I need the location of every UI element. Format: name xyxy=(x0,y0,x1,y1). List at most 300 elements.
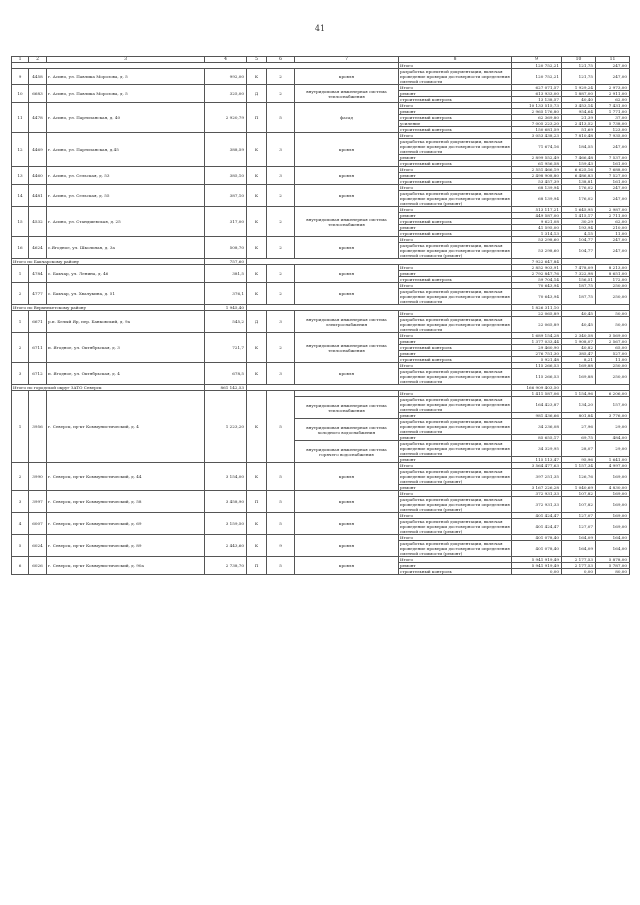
work-type: кровля xyxy=(295,133,399,167)
house-id: 4777 xyxy=(29,283,47,305)
cost-value: 613 933,00 xyxy=(512,91,562,97)
cost-value: 7 005 223,20 xyxy=(512,121,562,127)
work-type: фасад xyxy=(295,103,399,133)
work-description: ремонт xyxy=(399,271,512,277)
max-cost-value: 250,00 xyxy=(596,369,630,385)
cost-value: 10 133 515,73 xyxy=(512,103,562,109)
work-description: разработка проектной документации, включая проведение проверки достоверности определения сметной стоимости (ремонт) xyxy=(400,243,510,258)
max-cost-value: 80,00 xyxy=(596,569,630,575)
material-code: К xyxy=(247,237,267,259)
max-cost-value: 5 738,00 xyxy=(596,121,630,127)
cost-value: 372 931,33 xyxy=(512,491,562,497)
unit-cost-value: 69,75 xyxy=(562,435,596,441)
unit-cost-value: 30,29 xyxy=(562,219,596,225)
max-cost-value: 169,00 xyxy=(596,469,630,485)
unit-cost-value: 1 887,00 xyxy=(562,91,596,97)
row-number: 2 xyxy=(12,283,29,305)
work-description: Итого xyxy=(399,237,512,243)
house-area: 1 223,20 xyxy=(205,391,247,463)
house-area: 376,1 xyxy=(205,283,247,305)
cost-value: 2 852 903,91 xyxy=(512,265,562,271)
floors-count: 3 xyxy=(267,363,295,385)
unit-cost-value: 0,00 xyxy=(562,569,596,575)
cost-value: 22 065,89 xyxy=(512,317,562,333)
house-address: г. Асино, ул. Павлика Морозова, д. 5 xyxy=(47,85,205,103)
work-description: разработка проектной документации, включая проведение проверки достоверности определения сметной стоимости (ремонт) xyxy=(400,191,510,206)
unit-cost-value: 176,02 xyxy=(562,185,596,191)
unit-cost-value: 40,45 xyxy=(562,317,596,333)
district-total-area: 1 945,40 xyxy=(205,305,247,311)
max-cost-value: 2 711,00 xyxy=(596,213,630,219)
cost-value: 13 138,57 xyxy=(512,97,562,103)
max-cost-value: 11,00 xyxy=(596,357,630,363)
material-code: П xyxy=(247,103,267,133)
unit-cost-value: 40,40 xyxy=(562,97,596,103)
capital-repair-table xyxy=(11,56,630,575)
row-number: 3 xyxy=(12,363,29,385)
max-cost-value: 2 987,00 xyxy=(596,207,630,213)
house-area: 3 458,90 xyxy=(205,491,247,513)
max-cost-value: 247,00 xyxy=(596,69,630,85)
cost-value: 41 595,00 xyxy=(512,225,562,231)
material-code: К xyxy=(247,265,267,283)
cost-value: 981 436,66 xyxy=(512,413,562,419)
house-id: 6024 xyxy=(29,535,47,557)
material-code: К xyxy=(247,283,267,305)
house-address: с.Ягодное, ул. Школьная, д. 3а xyxy=(47,237,205,259)
work-description: строительный контроль xyxy=(399,277,512,283)
house-work-row xyxy=(12,535,630,541)
row-number: 2 xyxy=(12,463,29,491)
house-area: 2 738,70 xyxy=(205,557,247,575)
house-address: г. Северск, пр-кт Коммунистический, д. 44 xyxy=(47,463,205,491)
material-code: К xyxy=(247,333,267,363)
column-number: 10 xyxy=(562,57,596,63)
house-address: г. Северск, пр-кт Коммунистический, д. 90а xyxy=(47,557,205,575)
unit-cost-value: 156,51 xyxy=(562,277,596,283)
house-address: г. Асино, ул. Партизанская, д.45 xyxy=(47,133,205,167)
district-total-label: Итого по городской округ ЗАТО Северск xyxy=(12,385,205,391)
cost-value: 5 921,48 xyxy=(512,357,562,363)
max-cost-value: 50,00 xyxy=(596,317,630,333)
house-address: г. Северск, пр-кт Коммунистический, д. 89 xyxy=(47,535,205,557)
work-description: строительный контроль xyxy=(399,569,512,575)
work-type: кровля xyxy=(295,237,399,259)
work-description: Итого xyxy=(399,103,512,109)
max-cost-value: 29,00 xyxy=(596,419,630,435)
house-address: р.п. Белый Яр, пер. Банковский, д. 9а xyxy=(47,311,205,333)
unit-cost-value: 193,94 xyxy=(562,225,596,231)
work-type: внутридомовая инженерная система теплоснабжения xyxy=(295,397,399,419)
column-number: 1 xyxy=(12,57,29,63)
house-id: 6711 xyxy=(29,333,47,363)
work-description: Итого xyxy=(399,207,512,213)
cost-value: 3 167 226,28 xyxy=(512,485,562,491)
house-work-row xyxy=(12,513,630,519)
floors-count: 2 xyxy=(267,237,295,259)
max-cost-value: 169,00 xyxy=(596,497,630,513)
cost-value: 5 941 919,49 xyxy=(512,557,562,563)
unit-cost-value: 159,43 xyxy=(562,161,596,167)
max-cost-value: 1 641,00 xyxy=(596,457,630,463)
house-area: 3 159,50 xyxy=(205,513,247,535)
max-cost-value: 8 213,00 xyxy=(596,265,630,271)
max-cost-value: 5 878,00 xyxy=(596,557,630,563)
material-code: Д xyxy=(247,85,267,103)
column-number: 9 xyxy=(512,57,562,63)
unit-cost-value: 1 154,96 xyxy=(562,391,596,397)
work-type: внутридомовая инженерная система теплоснабжения xyxy=(295,207,399,237)
work-description: ремонт xyxy=(399,457,512,463)
max-cost-value: 5 787,00 xyxy=(596,563,630,569)
unit-cost-value: 27,96 xyxy=(562,419,596,435)
unit-cost-value: 7 322,98 xyxy=(562,271,596,277)
work-description: Итого xyxy=(399,63,512,69)
max-cost-value: 1 771,00 xyxy=(596,109,630,115)
unit-cost-value: 169,88 xyxy=(562,369,596,385)
cost-value: 9 621,08 xyxy=(512,219,562,225)
work-description: разработка проектной документации, включая проведение проверки достоверности определения сметной стоимости (ремонт) xyxy=(400,541,510,556)
work-description: разработка проектной документации, включая проведение проверки достоверности определения сметной стоимости (ремонт) xyxy=(400,519,510,534)
house-id: 3997 xyxy=(29,491,47,513)
cost-value: 1 689 154,28 xyxy=(512,333,562,339)
work-description: ремонт xyxy=(399,413,512,419)
house-work-row xyxy=(12,333,630,339)
house-id: 4784 xyxy=(29,265,47,283)
max-cost-value: 123,00 xyxy=(596,127,630,133)
house-work-row xyxy=(12,167,630,173)
work-description: ремонт xyxy=(399,213,512,219)
work-description: Итого xyxy=(399,491,512,497)
max-cost-value: 161,00 xyxy=(596,161,630,167)
unit-cost-value: 1 645,95 xyxy=(562,207,596,213)
work-type: кровля xyxy=(295,491,399,513)
material-code: К xyxy=(247,133,267,167)
unit-cost-value: 176,02 xyxy=(562,191,596,207)
max-cost-value: 527,00 xyxy=(596,351,630,357)
work-description: Итого xyxy=(399,311,512,317)
work-description: Итого xyxy=(399,265,512,271)
cost-value: 1 314,13 xyxy=(512,231,562,237)
house-id: 6007 xyxy=(29,513,47,535)
unit-cost-value: 2 340,58 xyxy=(562,333,596,339)
work-description: разработка проектной документации, включая проведение проверки достоверности определения сметной стоимости xyxy=(400,369,510,384)
house-address: г. Асино, ул. Партизанская, д. 40 xyxy=(47,103,205,133)
work-type: внутридомовая инженерная система теплоснабжения xyxy=(295,333,399,363)
cost-value: 34 329,95 xyxy=(512,441,562,457)
max-cost-value: 2 567,00 xyxy=(596,339,630,345)
unit-cost-value: 40,45 xyxy=(562,311,596,317)
work-description: ремонт xyxy=(399,339,512,345)
unit-cost-value: 164,09 xyxy=(562,535,596,541)
district-total-cost: 7 922 647,84 xyxy=(512,259,562,265)
cost-value: 627 071,57 xyxy=(512,85,562,91)
max-cost-value: 247,00 xyxy=(596,63,630,69)
cost-value: 115 113,47 xyxy=(512,457,562,463)
unit-cost-value: 104,77 xyxy=(562,237,596,243)
house-id: 4469 xyxy=(29,133,47,167)
work-type: кровля xyxy=(295,69,399,85)
material-code: Д xyxy=(247,311,267,333)
column-number: 6 xyxy=(267,57,295,63)
cost-value: 401 078,40 xyxy=(512,535,562,541)
max-cost-value: 3 776,00 xyxy=(596,413,630,419)
unit-cost-value: 2 413,52 xyxy=(562,121,596,127)
unit-cost-value: 51,69 xyxy=(562,127,596,133)
work-description: Итого xyxy=(399,333,512,339)
work-description: разработка проектной документации, включая проведение проверки достоверности определения сметной стоимости xyxy=(400,69,510,84)
work-type: кровля xyxy=(295,557,399,575)
cost-value: 164 423,87 xyxy=(512,397,562,413)
column-number: 7 xyxy=(295,57,399,63)
house-id: 4481 xyxy=(29,185,47,207)
work-description: строительный контроль xyxy=(399,219,512,225)
work-description: строительный контроль xyxy=(399,179,512,185)
cost-value: 2 551 466,19 xyxy=(512,167,562,173)
max-cost-value: 8 651,00 xyxy=(596,271,630,277)
row-number: 3 xyxy=(12,491,29,513)
house-address: г. Северск, пр-кт Коммунистический, д. 58 xyxy=(47,491,205,513)
work-description: ремонт xyxy=(399,435,512,441)
max-cost-value: 247,00 xyxy=(596,237,630,243)
house-work-row xyxy=(12,463,630,469)
work-description: ремонт xyxy=(399,225,512,231)
house-area: 387,10 xyxy=(205,185,247,207)
cost-value: 53 457,39 xyxy=(512,179,562,185)
work-description: строительный контроль xyxy=(399,345,512,351)
unit-cost-value: 164,09 xyxy=(562,541,596,557)
floors-count: 3 xyxy=(267,167,295,185)
house-address: г. Асино, ул. Сельская, д. 53 xyxy=(47,167,205,185)
row-number: 4 xyxy=(12,513,29,535)
house-address: с. Бакчар, ул. Ленина, д. 46 xyxy=(47,265,205,283)
district-total-label: Итого по Бакчарскому району xyxy=(12,259,205,265)
cost-value: 85 655,17 xyxy=(512,435,562,441)
cost-value: 2 899 552,49 xyxy=(512,155,562,161)
cost-value: 150 681,59 xyxy=(512,127,562,133)
capital-repair-table-sheet xyxy=(11,56,629,575)
cost-value: 449 587,00 xyxy=(512,213,562,219)
material-code: К xyxy=(247,391,267,463)
row-number: 5 xyxy=(12,535,29,557)
floors-count: 2 xyxy=(267,333,295,363)
row-number: 2 xyxy=(12,333,29,363)
row-number: 12 xyxy=(12,133,29,167)
work-description: Итого xyxy=(399,167,512,173)
house-address: г. Асино, ул. Павлика Морозова, д. 5 xyxy=(47,69,205,85)
unit-cost-value: 21,39 xyxy=(562,115,596,121)
max-cost-value: 247,00 xyxy=(596,191,630,207)
work-description: строительный контроль xyxy=(399,357,512,363)
max-cost-value: 247,00 xyxy=(596,243,630,259)
unit-cost-value: 169,88 xyxy=(562,363,596,369)
max-cost-value: 6 206,00 xyxy=(596,391,630,397)
district-total-label: Итого по Верхнекетскому району xyxy=(12,305,205,311)
house-area: 721,7 xyxy=(205,333,247,363)
work-description: ремонт xyxy=(399,109,512,115)
unit-cost-value: 4,15 xyxy=(562,231,596,237)
work-description: ремонт xyxy=(399,155,512,161)
floors-count: 5 xyxy=(267,103,295,133)
floors-count: 3 xyxy=(267,311,295,333)
max-cost-value: 250,00 xyxy=(596,289,630,305)
house-id: 3956 xyxy=(29,391,47,463)
unit-cost-value: 954,64 xyxy=(562,109,596,115)
house-id: 4624 xyxy=(29,237,47,259)
work-description: разработка проектной документации, включая проведение проверки достоверности определения сметной стоимости xyxy=(400,289,510,304)
max-cost-value: 4 997,00 xyxy=(596,463,630,469)
district-total-cost: 166 909 403,50 xyxy=(512,385,562,391)
house-work-row xyxy=(12,103,630,109)
unit-cost-value: 127,07 xyxy=(562,513,596,519)
cost-value: 0,00 xyxy=(512,569,562,575)
row-number: 11 xyxy=(12,103,29,133)
work-type: кровля xyxy=(295,185,399,207)
material-code: П xyxy=(247,557,267,575)
floors-count: 2 xyxy=(267,185,295,207)
house-area: 545,2 xyxy=(205,311,247,333)
house-work-row xyxy=(12,265,630,271)
max-cost-value: 172,00 xyxy=(596,277,630,283)
unit-cost-value: 40,82 xyxy=(562,345,596,351)
floors-count: 5 xyxy=(267,391,295,463)
house-area: 678,5 xyxy=(205,363,247,385)
unit-cost-value: 2 177,53 xyxy=(562,563,596,569)
max-cost-value: 157,00 xyxy=(596,397,630,413)
cost-value: 1 411 587,06 xyxy=(512,391,562,397)
cost-value: 2 965 176,80 xyxy=(512,109,562,115)
floors-count: 2 xyxy=(267,283,295,305)
max-cost-value: 11,00 xyxy=(596,231,630,237)
work-description: Итого xyxy=(399,283,512,289)
material-code: П xyxy=(247,491,267,513)
unit-cost-value: 7 810,48 xyxy=(562,133,596,139)
cost-value: 276 751,30 xyxy=(512,351,562,357)
work-description: Итого xyxy=(399,185,512,191)
unit-cost-value: 1 040,69 xyxy=(562,485,596,491)
work-description: Итого xyxy=(399,513,512,519)
work-type: кровля xyxy=(295,535,399,557)
max-cost-value: 7 431,00 xyxy=(596,103,630,109)
work-description: усиление xyxy=(399,121,512,127)
unit-cost-value: 104,77 xyxy=(562,243,596,259)
work-description: строительный контроль xyxy=(399,161,512,167)
work-description: ремонт xyxy=(399,563,512,569)
row-number: 1 xyxy=(12,391,29,463)
max-cost-value: 164,00 xyxy=(596,535,630,541)
unit-cost-value: 7 466,48 xyxy=(562,155,596,161)
work-description: строительный контроль xyxy=(399,127,512,133)
max-cost-value: 169,00 xyxy=(596,491,630,497)
unit-cost-value: 1 908,07 xyxy=(562,339,596,345)
unit-cost-value: 3 453,14 xyxy=(562,103,596,109)
floors-count: 2 xyxy=(267,69,295,85)
house-address: г. Асино, ул. Стандшевская, д. 25 xyxy=(47,207,205,237)
cost-value: 5 941 919,49 xyxy=(512,563,562,569)
work-description: строительный контроль xyxy=(399,115,512,121)
cost-value: 401 424,47 xyxy=(512,519,562,535)
max-cost-value: 62,00 xyxy=(596,219,630,225)
work-type: кровля xyxy=(295,265,399,283)
max-cost-value: 250,00 xyxy=(596,283,630,289)
unit-cost-value: 121,75 xyxy=(562,69,596,85)
cost-value: 372 931,33 xyxy=(512,497,562,513)
cost-value: 70 643,94 xyxy=(512,289,562,305)
work-description: ремонт xyxy=(399,173,512,179)
unit-cost-value: 801,84 xyxy=(562,413,596,419)
column-number: 5 xyxy=(247,57,267,63)
work-description: разработка проектной документации, включая проведение проверки достоверности определения сметной стоимости xyxy=(400,441,510,456)
cost-value: 120 752,21 xyxy=(512,69,562,85)
work-type: кровля xyxy=(295,513,399,535)
cost-value: 61 956,58 xyxy=(512,161,562,167)
house-work-row xyxy=(12,363,630,369)
max-cost-value: 247,00 xyxy=(596,185,630,191)
max-cost-value: 169,00 xyxy=(596,519,630,535)
work-description: ремонт xyxy=(399,91,512,97)
row-number: 1 xyxy=(12,265,29,283)
work-description: строительный контроль xyxy=(399,231,512,237)
column-number: 8 xyxy=(399,57,512,63)
cost-value: 59 704,14 xyxy=(512,277,562,283)
house-area: 381,5 xyxy=(205,265,247,283)
max-cost-value: 3 569,00 xyxy=(596,333,630,339)
unit-cost-value: 187,75 xyxy=(562,283,596,289)
unit-cost-value: 1 415,17 xyxy=(562,213,596,219)
work-type: внутридомовая инженерная система холодного водоснабжения xyxy=(295,419,399,441)
house-address: п. Ягодное, ул. Октябрьская, д. 3 xyxy=(47,333,205,363)
max-cost-value: 29,00 xyxy=(596,441,630,457)
cost-value: 68 139,94 xyxy=(512,191,562,207)
work-description: строительный контроль xyxy=(399,97,512,103)
unit-cost-value: 8,21 xyxy=(562,357,596,363)
house-area: 992,00 xyxy=(205,69,247,85)
house-id: 4478 xyxy=(29,103,47,133)
max-cost-value: 164,00 xyxy=(596,541,630,557)
row-number: 9 xyxy=(12,69,29,85)
cost-value: 70 643,94 xyxy=(512,283,562,289)
column-number: 3 xyxy=(47,57,205,63)
house-area: 385,10 xyxy=(205,167,247,185)
column-number: 4 xyxy=(205,57,247,63)
unit-cost-value: 126,76 xyxy=(562,469,596,485)
cost-value: 2 498 908,80 xyxy=(512,173,562,179)
max-cost-value: 210,00 xyxy=(596,225,630,231)
house-area: 2 443,60 xyxy=(205,535,247,557)
max-cost-value: 50,00 xyxy=(596,311,630,317)
house-work-row xyxy=(12,133,630,139)
work-type: кровля xyxy=(295,283,399,305)
unit-cost-value: 1 157,34 xyxy=(562,463,596,469)
max-cost-value: 7 537,00 xyxy=(596,155,630,161)
floors-count: 5 xyxy=(267,463,295,491)
house-id: 6683 xyxy=(29,85,47,103)
cost-value: 53 298,60 xyxy=(512,237,562,243)
max-cost-value: 247,00 xyxy=(596,139,630,155)
cost-value: 71 674,16 xyxy=(512,139,562,155)
page-number: 41 xyxy=(314,24,326,33)
work-type: внутридомовая инженерная система электроснабжения xyxy=(295,311,399,333)
max-cost-value: 484,00 xyxy=(596,435,630,441)
unit-cost-value: 107,82 xyxy=(562,497,596,513)
house-work-row xyxy=(12,69,630,85)
cost-value: 120 752,21 xyxy=(512,63,562,69)
unit-cost-value: 6 486,83 xyxy=(562,173,596,179)
material-code: К xyxy=(247,535,267,557)
unit-cost-value: 127,07 xyxy=(562,519,596,535)
unit-cost-value: 184,55 xyxy=(562,139,596,155)
max-cost-value: 65,00 xyxy=(596,345,630,351)
